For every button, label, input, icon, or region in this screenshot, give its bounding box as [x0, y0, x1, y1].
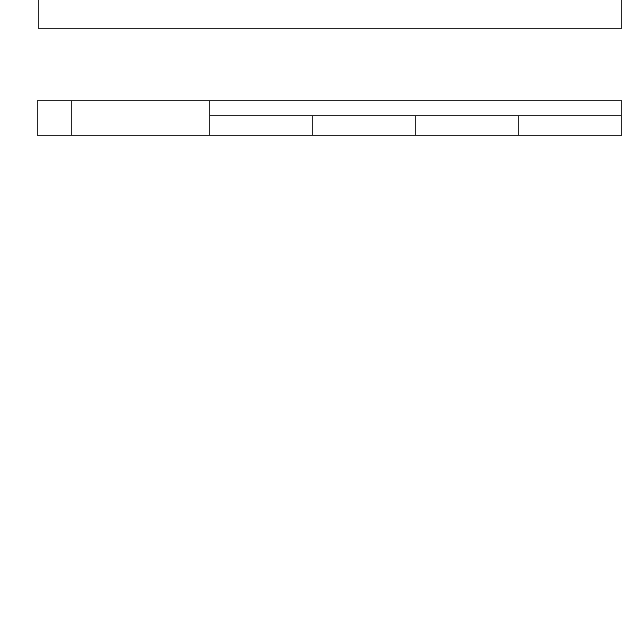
meta-line: [38, 84, 618, 98]
header-vendor: [210, 101, 622, 116]
vendor-name-cell[interactable]: [519, 116, 622, 136]
header-no: [38, 101, 72, 136]
signature-area[interactable]: [38, 0, 622, 29]
review-table: [37, 100, 622, 136]
vendor-name-cell[interactable]: [210, 116, 313, 136]
vendor-name-cell[interactable]: [416, 116, 519, 136]
header-item: [72, 101, 210, 136]
vendor-name-cell[interactable]: [313, 116, 416, 136]
